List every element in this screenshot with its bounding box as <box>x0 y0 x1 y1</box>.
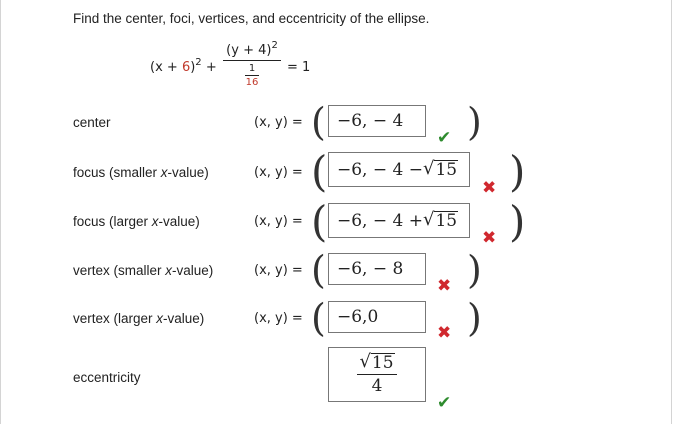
center-answer-field[interactable]: −6, − 4 <box>328 105 426 137</box>
left-paren: ( <box>311 197 328 246</box>
y-fraction: $(y + 4)^2$ 1 16 <box>223 43 281 88</box>
xy-label: (x, y) = <box>254 311 303 326</box>
xy-label: (x, y) = <box>254 115 303 130</box>
right-paren: ) <box>467 100 482 144</box>
left-paren: ( <box>311 248 326 292</box>
x-mark-icon: ✖ <box>482 178 497 197</box>
ellipse-equation <box>150 40 320 95</box>
left-paren: ( <box>311 100 326 144</box>
focus-larger-answer-field[interactable]: −6, − 4 + √ 15 <box>328 203 470 238</box>
focus-smaller-label: focus (smaller x-value) <box>73 165 209 180</box>
left-paren: ( <box>311 296 326 340</box>
check-icon: ✔ <box>437 393 452 412</box>
xy-label: (x, y) = <box>254 165 303 180</box>
focus-larger-label: focus (larger x-value) <box>73 214 200 229</box>
right-paren: ) <box>509 197 526 246</box>
x-mark-icon: ✖ <box>437 323 452 342</box>
vertex-smaller-answer-field[interactable]: −6, − 8 <box>328 253 426 285</box>
x-term: $(x + 6)^2$ + <box>150 57 217 75</box>
eccentricity-label: eccentricity <box>73 370 141 385</box>
equation-rhs: = 1 <box>287 60 311 75</box>
focus-smaller-answer-field[interactable]: −6, − 4 − √ 15 <box>328 152 470 187</box>
right-paren: ) <box>467 296 482 340</box>
question-prompt: Find the center, foci, vertices, and eccentricity of the ellipse. <box>73 11 430 26</box>
x-mark-icon: ✖ <box>482 228 497 247</box>
right-paren: ) <box>509 147 526 196</box>
center-label: center <box>73 115 111 130</box>
right-paren: ) <box>467 248 482 292</box>
eccentricity-answer-field[interactable]: √ 15 4 <box>328 347 426 402</box>
left-paren: ( <box>311 147 328 196</box>
vertex-larger-answer-field[interactable]: −6,0 <box>328 301 426 333</box>
x-mark-icon: ✖ <box>437 276 452 295</box>
vertex-larger-label: vertex (larger x-value) <box>73 311 205 326</box>
xy-label: (x, y) = <box>254 214 303 229</box>
vertex-smaller-label: vertex (smaller x-value) <box>73 263 214 278</box>
check-icon: ✔ <box>437 128 452 147</box>
xy-label: (x, y) = <box>254 263 303 278</box>
